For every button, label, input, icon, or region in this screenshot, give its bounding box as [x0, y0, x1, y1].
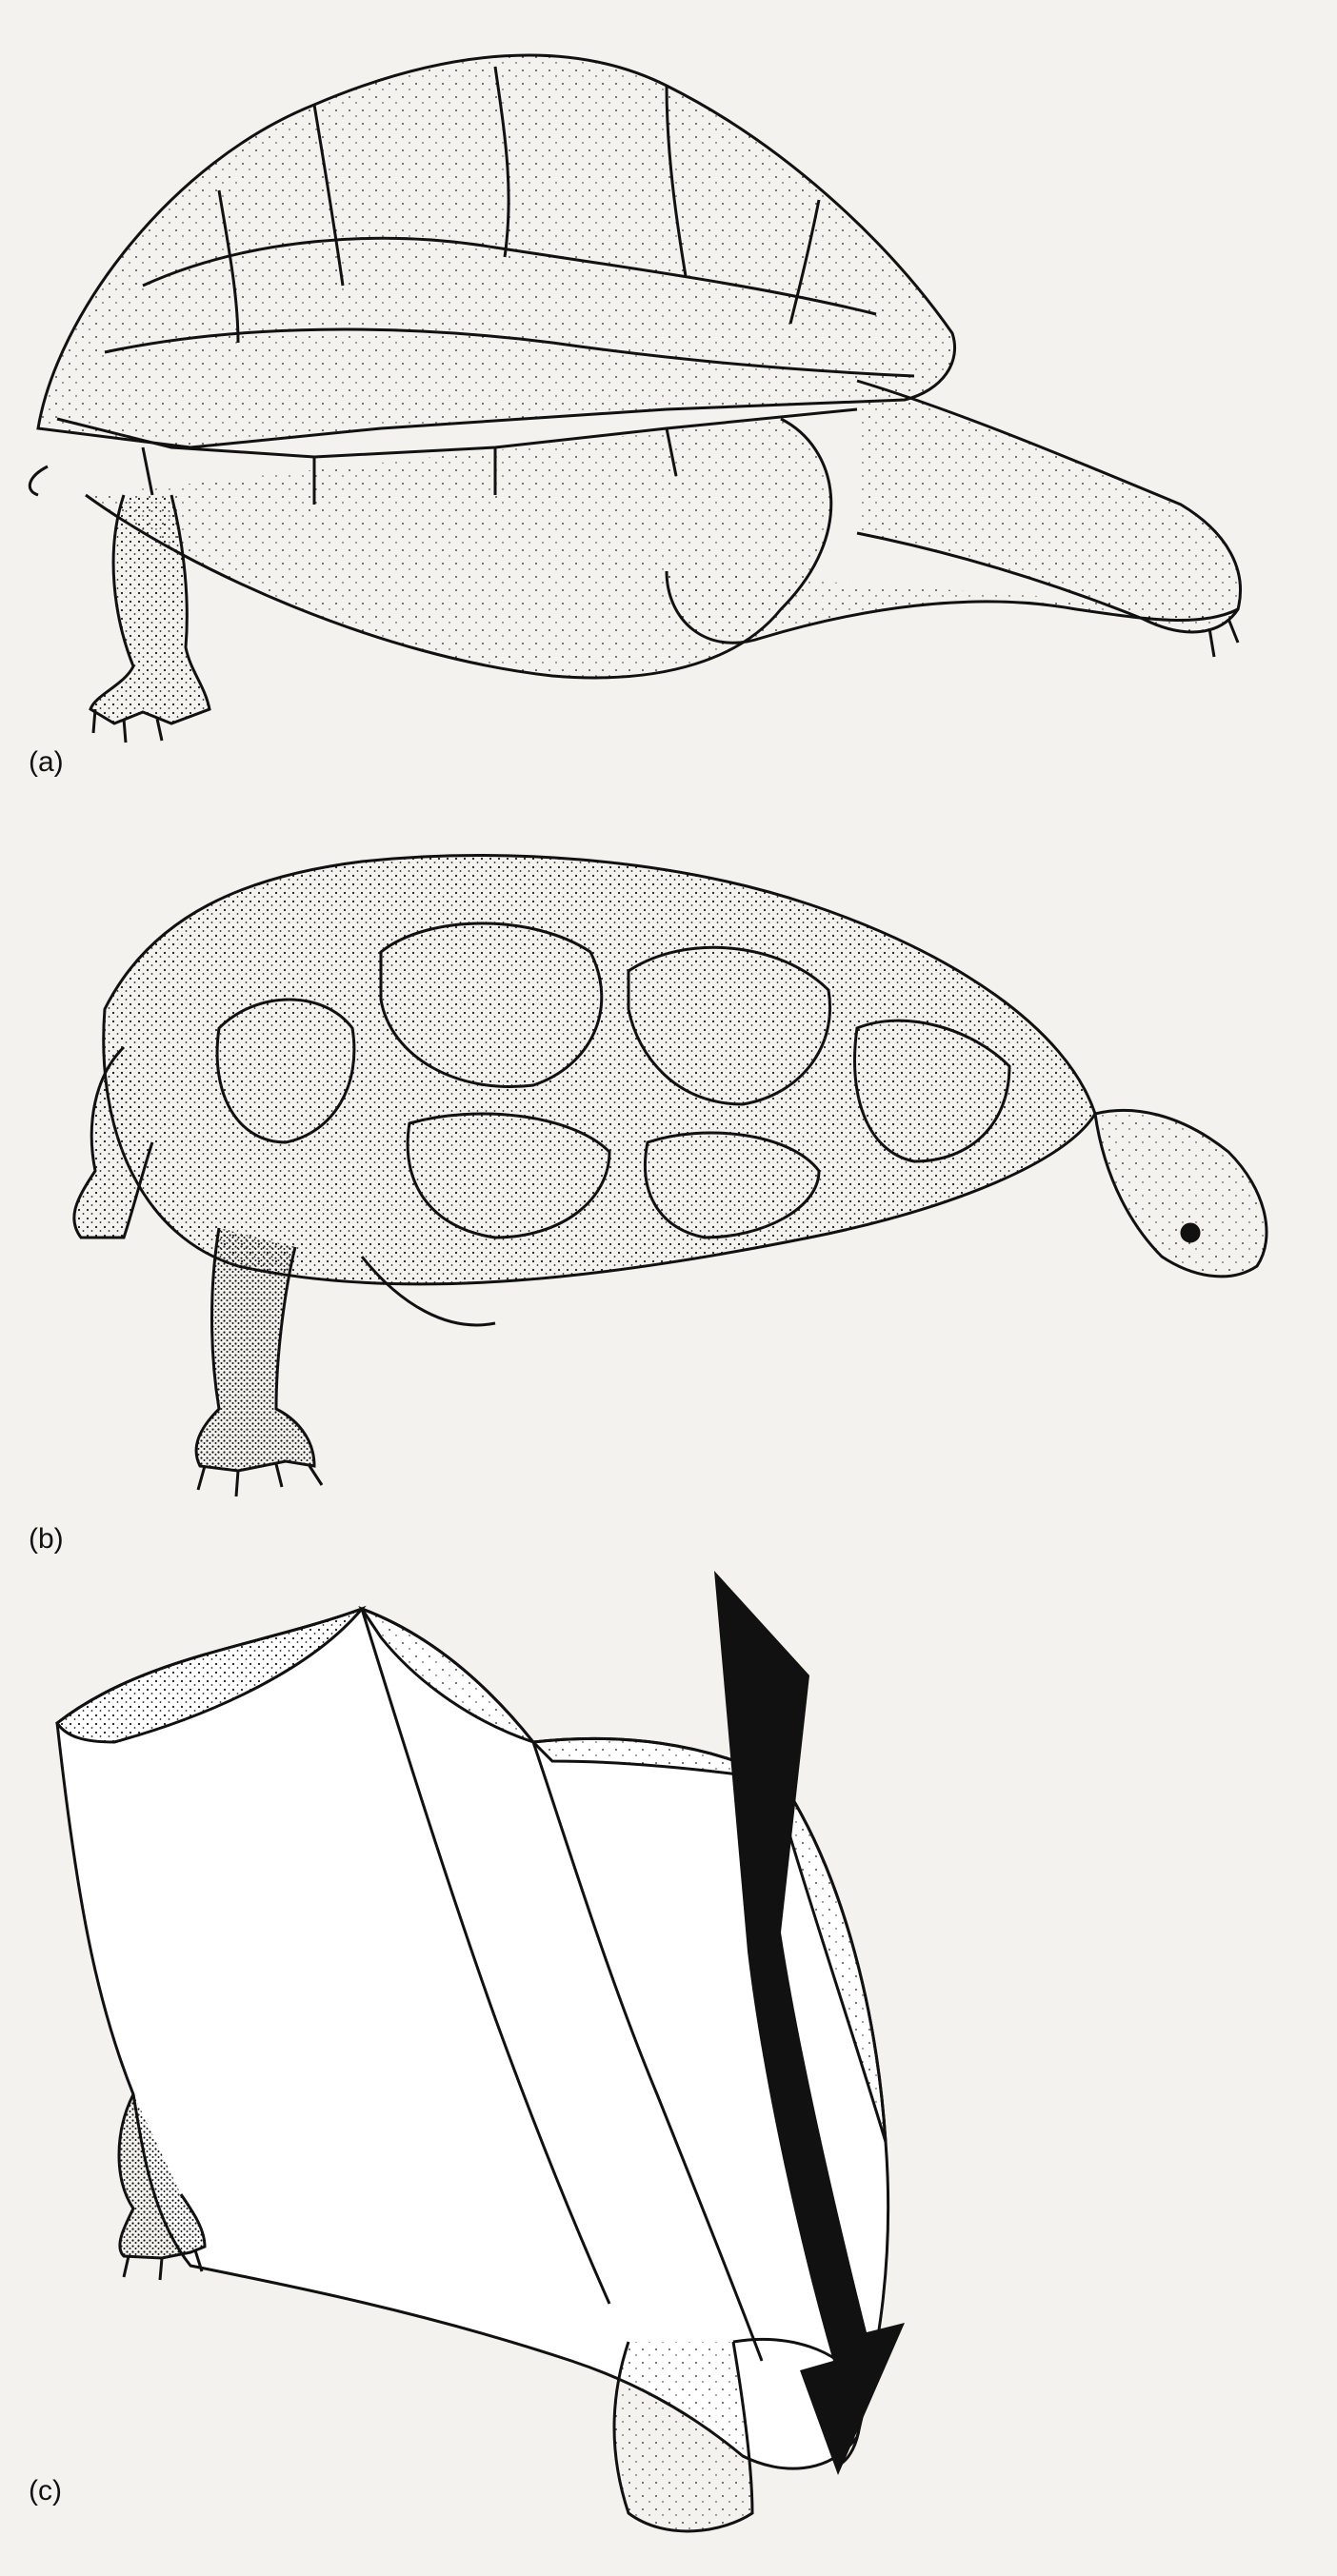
panel-label-b: (b)	[29, 1523, 64, 1555]
tortoise-drawing-b	[74, 856, 1267, 1496]
panel-label-c: (c)	[29, 2475, 62, 2507]
tortoise-drawing-a	[30, 55, 1240, 743]
panel-label-a: (a)	[29, 746, 64, 778]
